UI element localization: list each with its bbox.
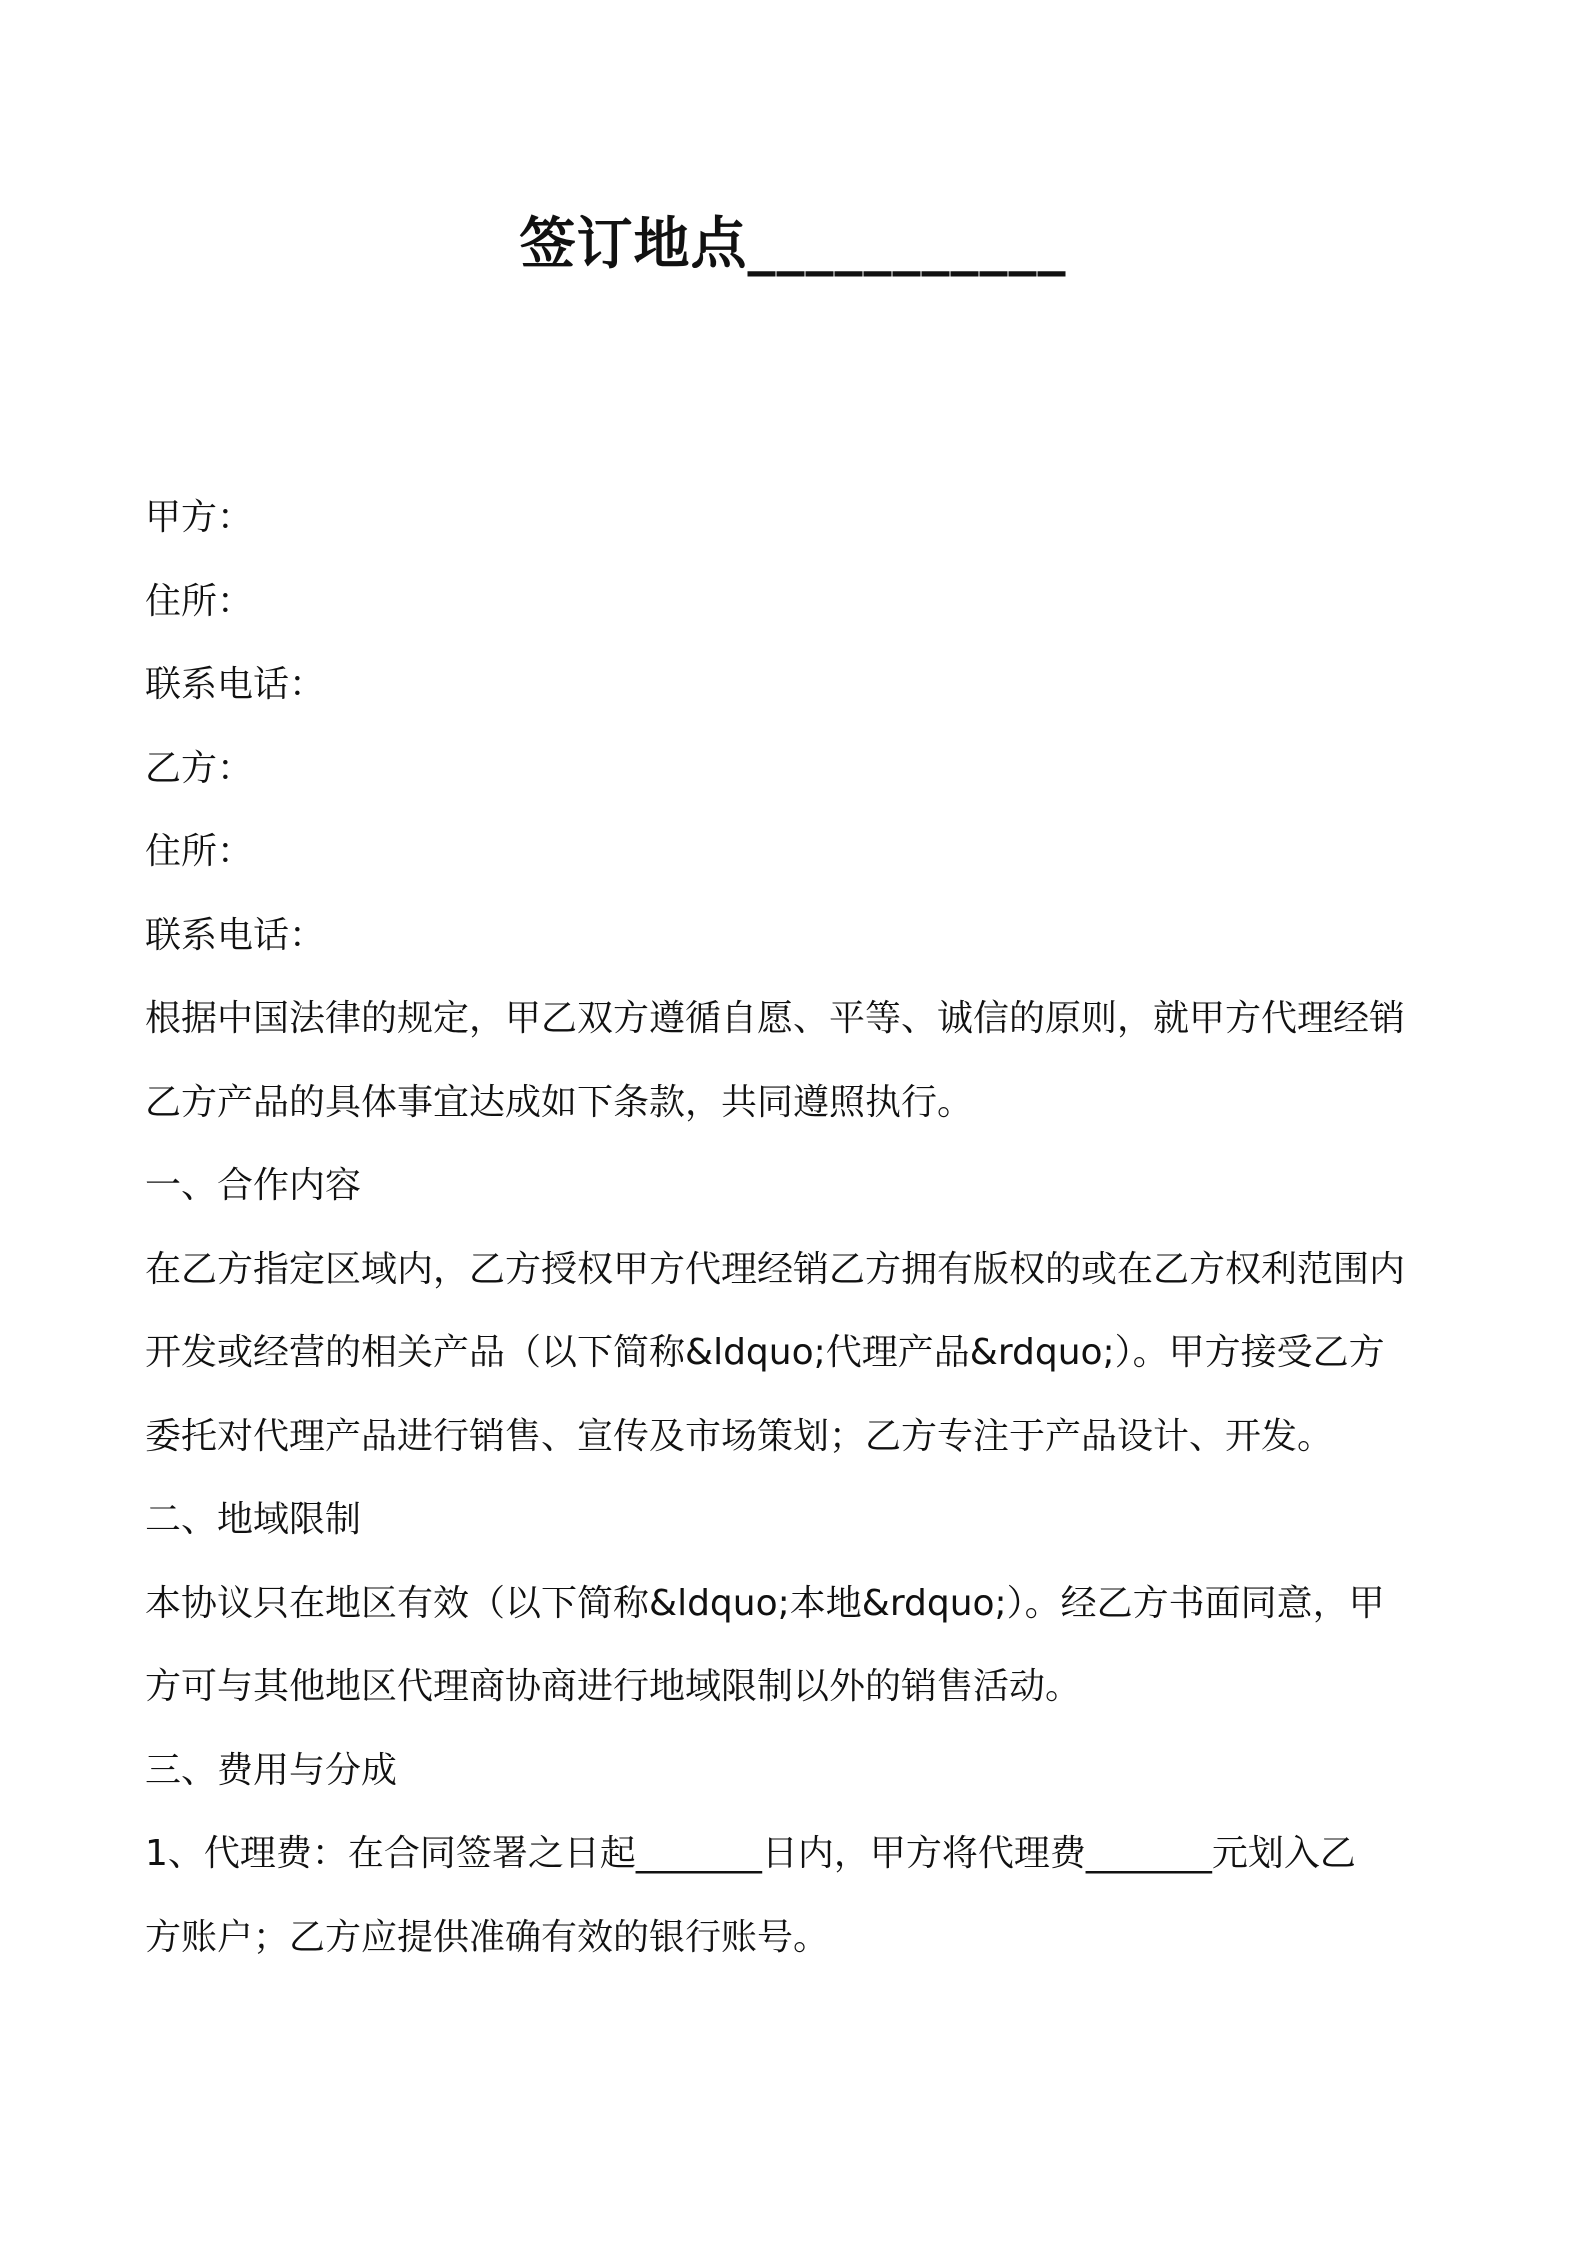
cooperation-line-1: 在乙方指定区域内，乙方授权甲方代理经销乙方拥有版权的或在乙方权利范围内: [145, 1248, 1406, 1290]
fees-line-2: 方账户；乙方应提供准确有效的银行账号。: [145, 1916, 830, 1958]
territory-line-1: 本协议只在地区有效（以下简称&ldquo;本地&rdquo;）。经乙方书面同意，甲: [145, 1582, 1385, 1624]
document-title: 签订地点___________: [519, 212, 1067, 277]
section-heading-cooperation: 一、合作内容: [145, 1165, 362, 1206]
party-a-label: 甲方：: [145, 497, 254, 538]
document-body: [145, 488, 1455, 1991]
party-b-phone-label: 联系电话：: [145, 914, 326, 956]
section-heading-fees: 三、费用与分成: [145, 1749, 398, 1791]
preamble-line-1: 根据中国法律的规定，甲乙双方遵循自愿、平等、诚信的原则，就甲方代理经销: [145, 998, 1406, 1039]
territory-line-2: 方可与其他地区代理商协商进行地域限制以外的销售活动。: [145, 1666, 1082, 1707]
section-heading-territory: 二、地域限制: [145, 1499, 362, 1540]
party-a-phone-label: 联系电话：: [145, 664, 326, 705]
party-b-label: 乙方：: [145, 747, 254, 789]
party-a-address-label: 住所：: [145, 580, 254, 622]
party-b-address-label: 住所：: [145, 831, 254, 872]
cooperation-line-3: 委托对代理产品进行销售、宣传及市场策划；乙方专注于产品设计、开发。: [145, 1415, 1334, 1457]
fees-line-1: 1、代理费：在合同签署之日起_______日内，甲方将代理费_______元划入乙: [145, 1833, 1356, 1874]
preamble-line-2: 乙方产品的具体事宜达成如下条款，共同遵照执行。: [145, 1081, 974, 1123]
cooperation-line-2: 开发或经营的相关产品（以下简称&ldquo;代理产品&rdquo;）。甲方接受乙方: [145, 1332, 1385, 1373]
